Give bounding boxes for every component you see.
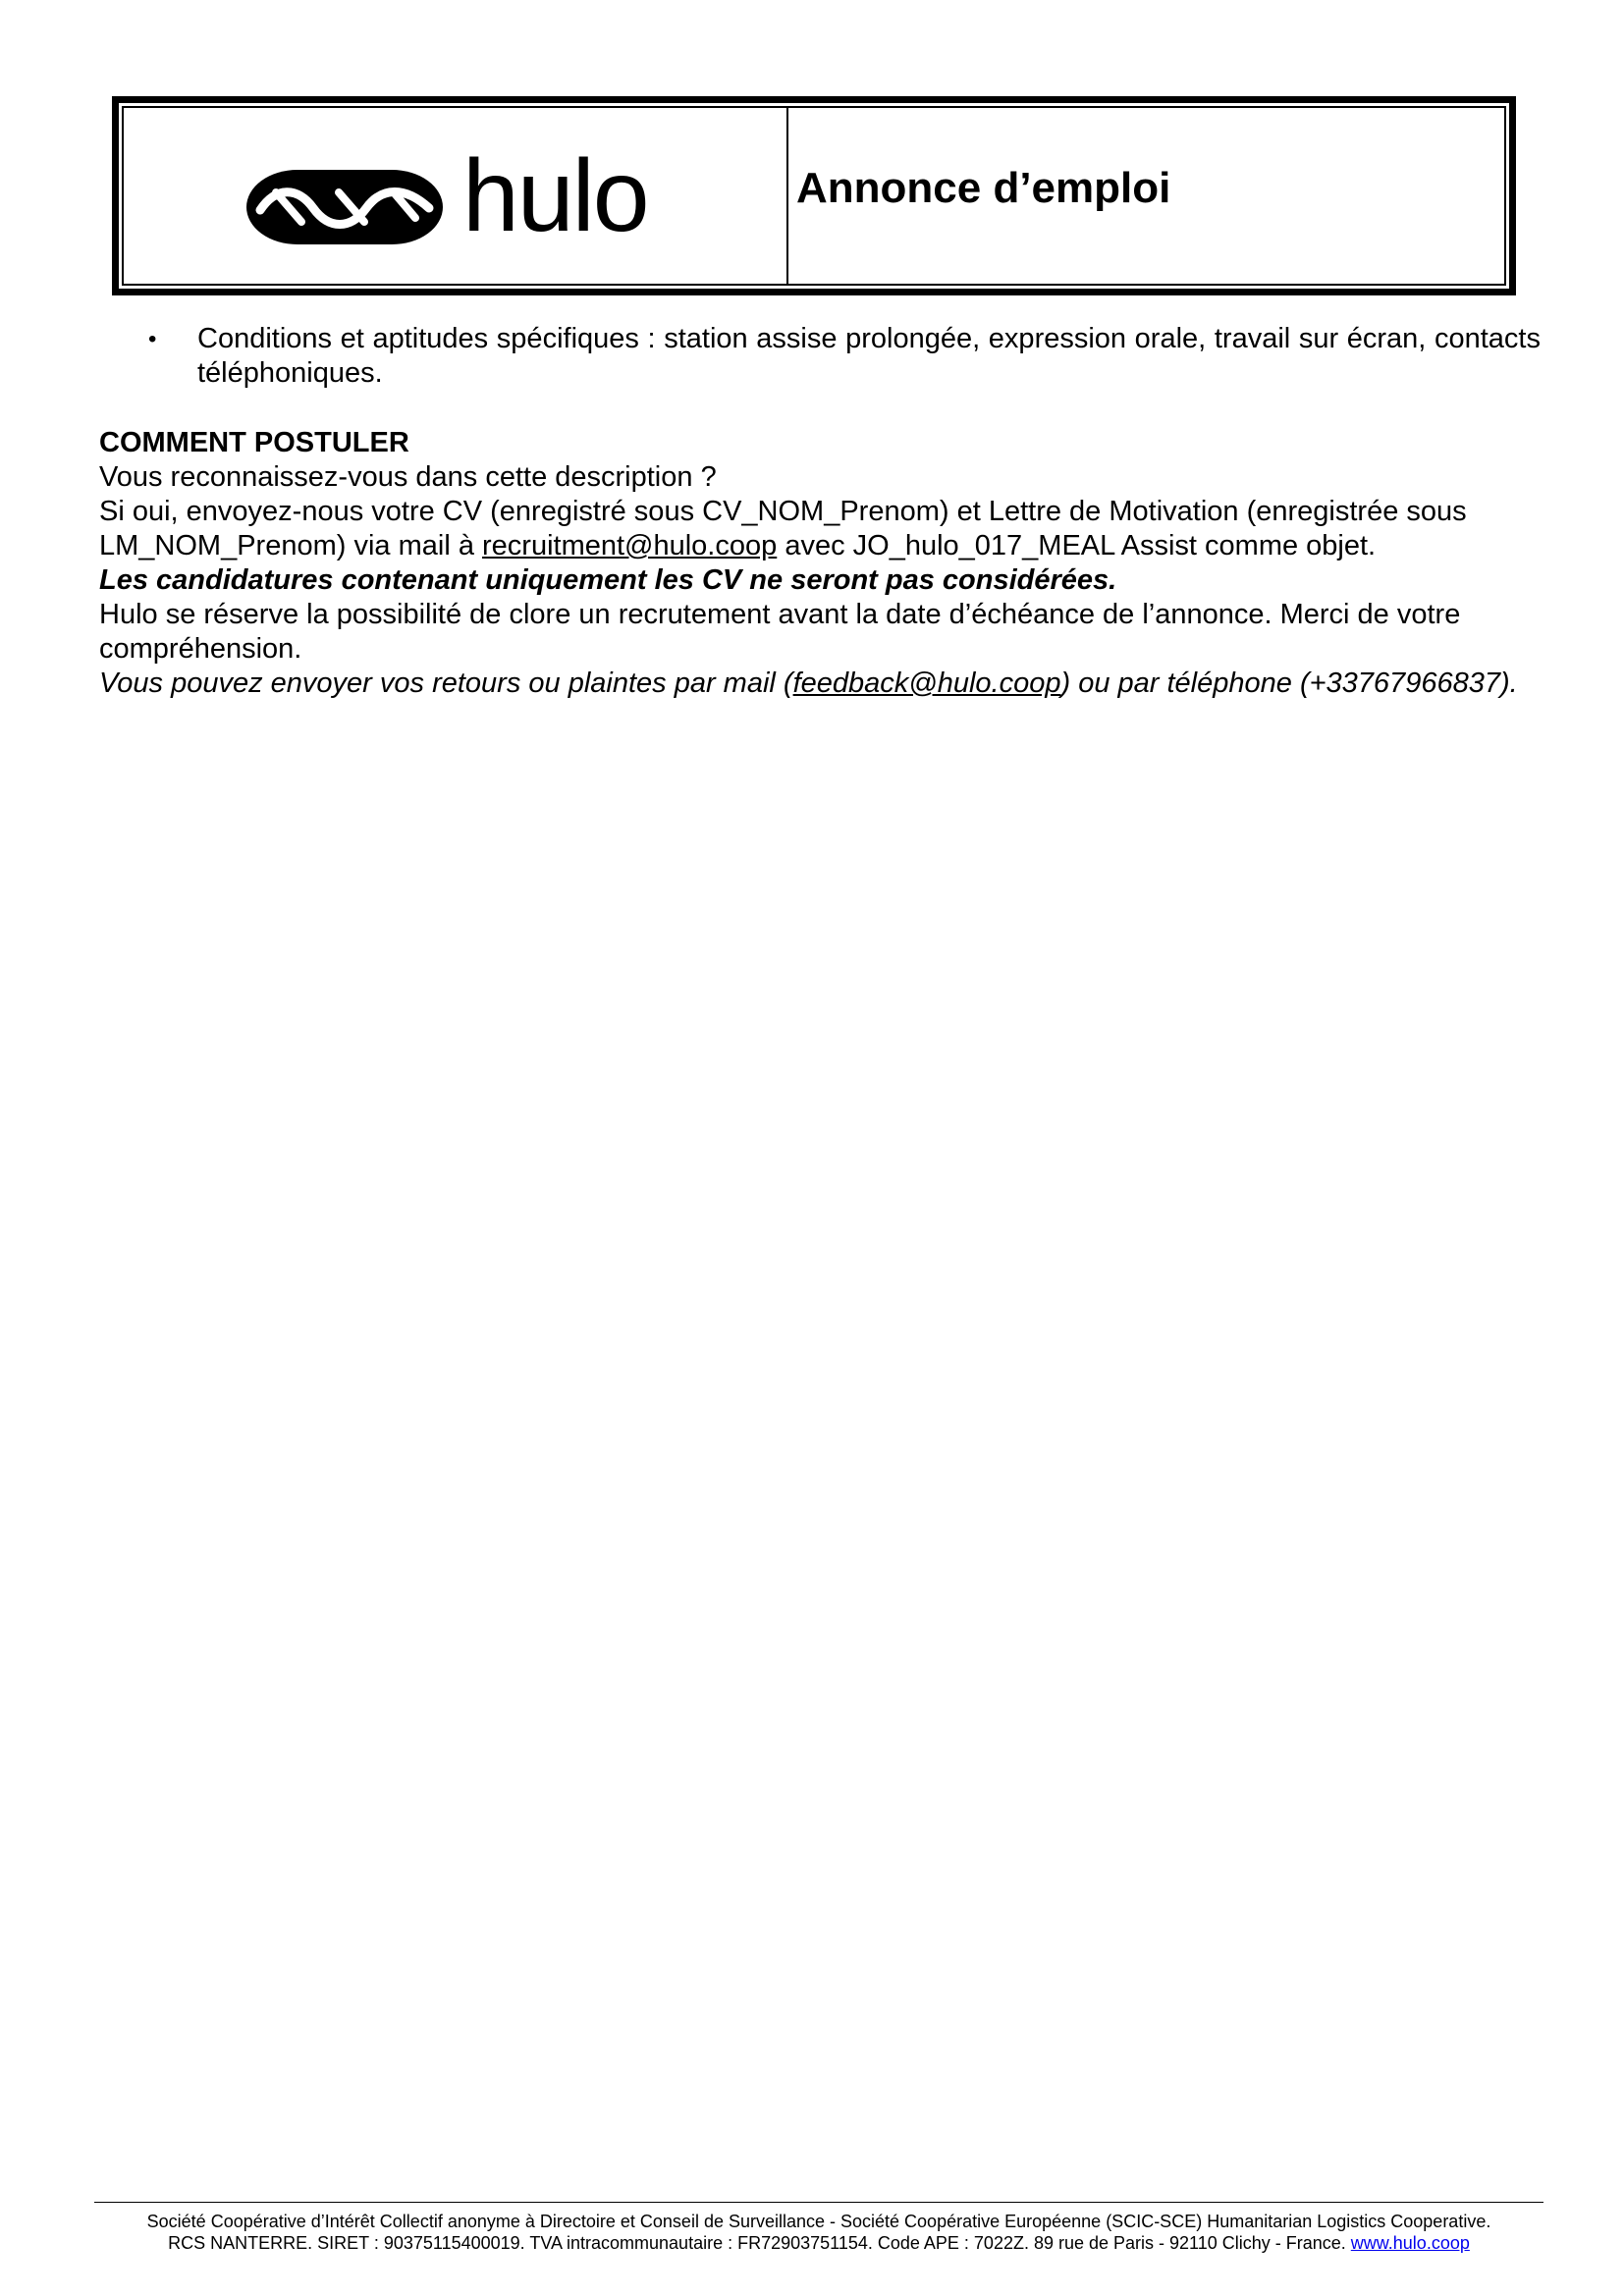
- footer-legal-line: Société Coopérative d’Intérêt Collectif anonyme à Directoire et Conseil de Surveillance - Société Coopérative Européenne (SCIC-SCE) Humanitarian Logistics Cooperative.: [146, 2212, 1491, 2231]
- feedback-email-link[interactable]: feedback@hulo.coop: [792, 667, 1061, 699]
- section-heading: COMMENT POSTULER: [99, 427, 409, 458]
- hulo-logo: [246, 139, 669, 253]
- page-footer: [94, 2211, 1543, 2254]
- question-line: Vous reconnaissez-vous dans cette description ?: [99, 461, 717, 493]
- header-divider: [786, 108, 788, 284]
- footer-registration-text: RCS NANTERRE. SIRET : 90375115400019. TVA intracommunautaire : FR72903751154. Code APE : 7022Z. 89 rue de Paris - 92110 Clichy - France.: [168, 2233, 1351, 2253]
- instructions-text-start: Si oui, envoyez-nous votre CV (enregistré sous CV_NOM_Prenom) et Lettre de Motivation (enregistrée sous LM_NOM_Prenom) via mail à: [99, 496, 1467, 561]
- feedback-text-end: ) ou par téléphone (+33767966837).: [1060, 667, 1518, 699]
- website-link[interactable]: www.hulo.coop: [1350, 2233, 1470, 2253]
- hulo-logo-mark-icon: [246, 169, 443, 245]
- header-inner-frame: [122, 106, 1506, 286]
- footer-divider: [94, 2202, 1543, 2203]
- logo-wordmark: hulo: [462, 139, 648, 253]
- bullet-item: [99, 322, 1541, 391]
- warning-text: Les candidatures contenant uniquement les CV ne seront pas considérées.: [99, 564, 1117, 596]
- recruitment-email-link[interactable]: recruitment@hulo.coop: [482, 530, 778, 561]
- bullet-text: Conditions et aptitudes spécifiques : station assise prolongée, expression orale, travail sur écran, contacts téléphoniques.: [197, 323, 1541, 389]
- instructions-text-end: avec JO_hulo_017_MEAL Assist comme objet.: [777, 530, 1377, 561]
- reserve-text: Hulo se réserve la possibilité de clore un recrutement avant la date d’échéance de l’annonce. Merci de votre compréhension.: [99, 599, 1461, 665]
- feedback-text-start: Vous pouvez envoyer vos retours ou plaintes par mail (: [99, 667, 793, 699]
- footer-registration-line: [94, 2232, 1543, 2254]
- header-box: [112, 96, 1516, 295]
- document-title: Annonce d’emploi: [796, 164, 1171, 212]
- document-body: [99, 322, 1552, 701]
- feedback-paragraph: [99, 667, 1552, 701]
- bullet-icon: •: [148, 326, 157, 352]
- application-instructions: [99, 495, 1552, 563]
